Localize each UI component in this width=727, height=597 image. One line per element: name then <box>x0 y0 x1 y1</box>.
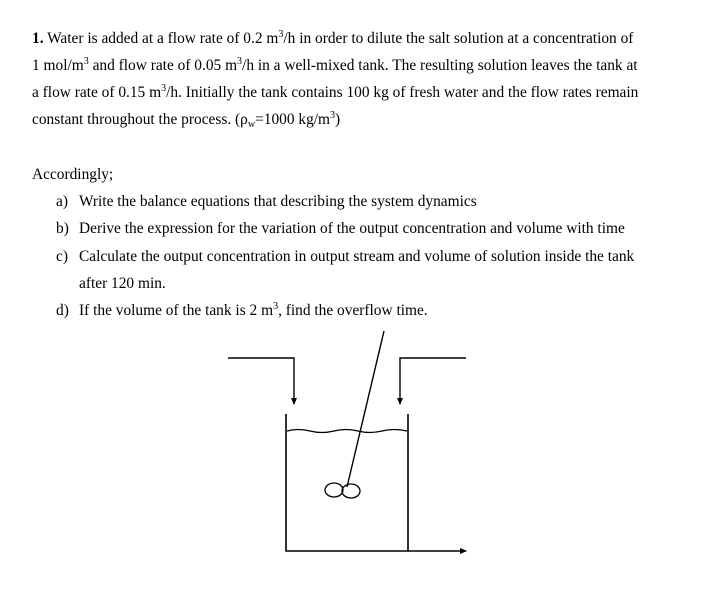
item-c-text: Calculate the output concentration in output stream and volume of solution inside the tank <box>79 248 635 265</box>
tank-vessel <box>286 414 408 551</box>
item-b-text: Derive the expression for the variation of the output concentration and volume with time <box>79 220 625 237</box>
item-c-text-2: after 120 min. <box>79 275 166 292</box>
item-c-letter: c) <box>56 248 68 265</box>
problem-line-3: a flow rate of 0.15 $m^3/h$. Initially the tank contains 100 kg of fresh water and the flow rates remain <box>32 83 639 101</box>
water-inlet-stream <box>228 358 294 404</box>
liquid-surface <box>287 430 407 433</box>
item-b-letter: b) <box>56 220 69 237</box>
problem-number: 1. <box>32 30 44 47</box>
problem-line-2: 1 mol/$m^3$ and flow rate of 0.05 $m^3/h$ in a well-mixed tank. The resulting solution leaves the tank at <box>32 56 638 74</box>
impeller-icon <box>325 483 360 498</box>
item-d-text: If the volume of the tank is 2 $m^3$, find the overflow time. <box>79 301 428 319</box>
item-a-letter: a) <box>56 193 68 210</box>
stirrer-shaft <box>347 331 384 487</box>
problem-line-4: constant throughout the process. ($\rho_w=1000$ $kg/m^3$) <box>32 110 341 130</box>
item-d-letter: d) <box>56 302 69 319</box>
problem-line-1: 1. Water is added at a flow rate of 0.2 $m^3/h$ in order to dilute the salt solution at a concentration of <box>32 29 634 47</box>
salt-solution-inlet-stream <box>400 358 466 404</box>
item-a-text: Write the balance equations that describing the system dynamics <box>79 193 477 210</box>
accordingly-heading: Accordingly; <box>32 166 114 183</box>
